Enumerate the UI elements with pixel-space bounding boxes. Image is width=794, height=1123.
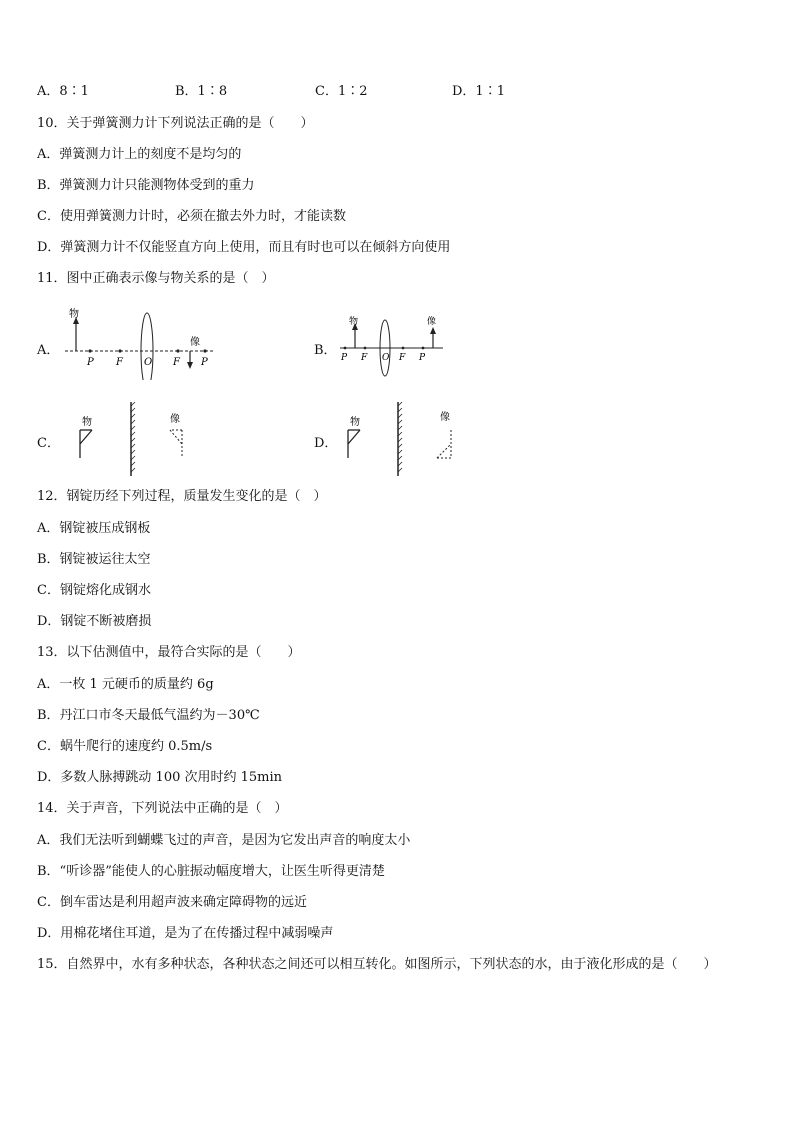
q11-figure-c: [70, 400, 195, 478]
svg-text:F: F: [173, 357, 180, 368]
q9-option-d: D．1∶1: [452, 84, 505, 99]
svg-text:物: 物: [82, 417, 92, 428]
svg-text:O: O: [382, 353, 390, 363]
svg-text:物: 物: [350, 417, 360, 428]
q11-fig-b-label: B．: [314, 343, 337, 358]
svg-text:像: 像: [427, 317, 437, 327]
q14-option-b: B．“听诊器”能使人的心脏振动幅度增大，让医生听得更清楚: [37, 864, 385, 879]
q9-option-a: A．8∶1: [37, 84, 89, 99]
q9-option-b: B．1∶8: [175, 84, 228, 99]
q13-option-b: B．丹江口市冬天最低气温约为－30℃: [37, 708, 260, 723]
q14-option-c: C．倒车雷达是利用超声波来确定障碍物的远近: [37, 895, 307, 910]
q15-stem: 15．自然界中，水有多种状态，各种状态之间还可以相互转化。如图所示，下列状态的水，由于液化形成的是（ ）: [37, 957, 717, 972]
svg-text:像: 像: [170, 414, 180, 425]
q14-option-d: D．用棉花堵住耳道，是为了在传播过程中减弱噪声: [37, 926, 334, 941]
q10-option-b: B．弹簧测力计只能测物体受到的重力: [37, 178, 255, 193]
svg-text:P: P: [87, 357, 94, 368]
q11-fig-a-label: A．: [37, 343, 60, 358]
q14-option-a: A．我们无法听到蝴蝶飞过的声音，是因为它发出声音的响度太小: [37, 833, 411, 848]
image-label: 像: [190, 337, 200, 348]
q10-option-d: D．弹簧测力计不仅能竖直方向上使用，而且有时也可以在倾斜方向使用: [37, 240, 451, 255]
svg-text:物: 物: [349, 317, 359, 327]
svg-text:P: P: [201, 357, 208, 368]
svg-text:像: 像: [440, 412, 450, 423]
q13-stem: 13．以下估测值中，最符合实际的是（ ）: [37, 645, 301, 660]
q12-option-d: D．钢锭不断被磨损: [37, 614, 152, 629]
q10-option-a: A．弹簧测力计上的刻度不是均匀的: [37, 147, 242, 162]
object-label: 物: [69, 309, 79, 320]
svg-text:F: F: [116, 357, 123, 368]
q10-option-c: C．使用弹簧测力计时，必须在撤去外力时，才能读数: [37, 209, 346, 224]
q12-option-a: A．钢锭被压成钢板: [37, 521, 151, 536]
q11-fig-c-label: C．: [37, 436, 60, 451]
q11-figure-b: [335, 312, 450, 380]
svg-text:F: F: [399, 353, 406, 363]
q13-option-c: C．蜗牛爬行的速度约 0.5m/s: [37, 739, 213, 754]
q14-stem: 14．关于声音，下列说法中正确的是（ ）: [37, 801, 288, 816]
svg-text:P: P: [341, 353, 348, 363]
q11-figure-d: [340, 400, 465, 478]
q12-stem: 12．钢锭历经下列过程，质量发生变化的是（ ）: [37, 489, 327, 504]
q12-option-c: C．钢锭熔化成钢水: [37, 583, 151, 598]
svg-text:P: P: [419, 353, 426, 363]
q10-stem: 10．关于弹簧测力计下列说法正确的是（ ）: [37, 116, 314, 131]
q11-figure-a: [60, 305, 225, 380]
q13-option-a: A．一枚 1 元硬币的质量约 6g: [37, 677, 214, 692]
q11-stem: 11．图中正确表示像与物关系的是（ ）: [37, 271, 275, 286]
svg-text:F: F: [361, 353, 368, 363]
q12-option-b: B．钢锭被运往太空: [37, 552, 151, 567]
q11-fig-d-label: D．: [314, 436, 338, 451]
svg-text:O: O: [144, 357, 153, 368]
q9-option-c: C．1∶2: [315, 84, 368, 99]
q13-option-d: D．多数人脉搏跳动 100 次用时约 15min: [37, 770, 283, 785]
